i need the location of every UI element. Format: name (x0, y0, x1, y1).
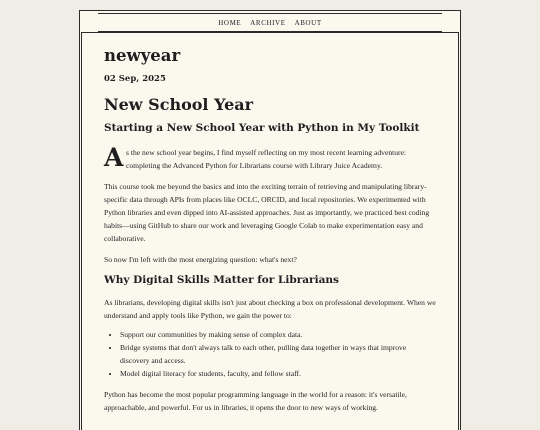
nav-archive-link[interactable]: ARCHIVE (250, 18, 286, 27)
drop-cap: A (104, 143, 124, 172)
section-heading: Why Digital Skills Matter for Librarians (104, 274, 339, 286)
nav-home-link[interactable]: HOME (218, 18, 242, 27)
post-date: 02 Sep, 2025 (104, 74, 166, 84)
post-content (104, 45, 436, 414)
post-title: New School Year (104, 95, 254, 114)
intro-paragraph (104, 143, 436, 172)
post-subtitle: Starting a New School Year with Python in My Toolkit (104, 122, 420, 134)
list-item: • Model digital literacy for students, faculty, and fellow staff. (120, 367, 436, 380)
paragraph-question: So now I'm left with the most energizing question: what's next? (104, 255, 297, 264)
page-container (79, 10, 461, 430)
skills-list (104, 328, 436, 380)
paragraph-skills: As librarians, developing digital skills isn't just about checking a box on professional development. When we understand and apply tools like Python, we gain the power to: (104, 298, 436, 320)
intro-text: s the new school year begins, I find myself reflecting on my most recent learning adventure: completing the Advanced Python for Librarians course with Library Juice Academy. (126, 148, 407, 170)
content-frame (81, 32, 459, 430)
site-title: newyear (104, 46, 181, 65)
list-item: • Bridge systems that don't always talk to each other, pulling data together in ways that improve discovery and access. (120, 341, 436, 367)
paragraph-course: This course took me beyond the basics and into the exciting terrain of retrieving and manipulating library-specific data through APIs from places like OCLC, ORCID, and local repositories. We experimented with Python libraries and even dipped into AI-assisted approaches. Just as importantly, we practiced best coding habits—using GitHub to share our work and leveraging Google Colab to make experimentation easy and collaborative. (104, 182, 430, 243)
list-item: • Support our communities by making sense of complex data. (120, 328, 436, 341)
nav-about-link[interactable]: ABOUT (294, 18, 322, 27)
top-nav (98, 13, 442, 32)
paragraph-python: Python has become the most popular programming language in the world for a reason: it's versatile, approachable, and powerful. For us in libraries, it opens the door to new ways of working. (104, 390, 407, 412)
